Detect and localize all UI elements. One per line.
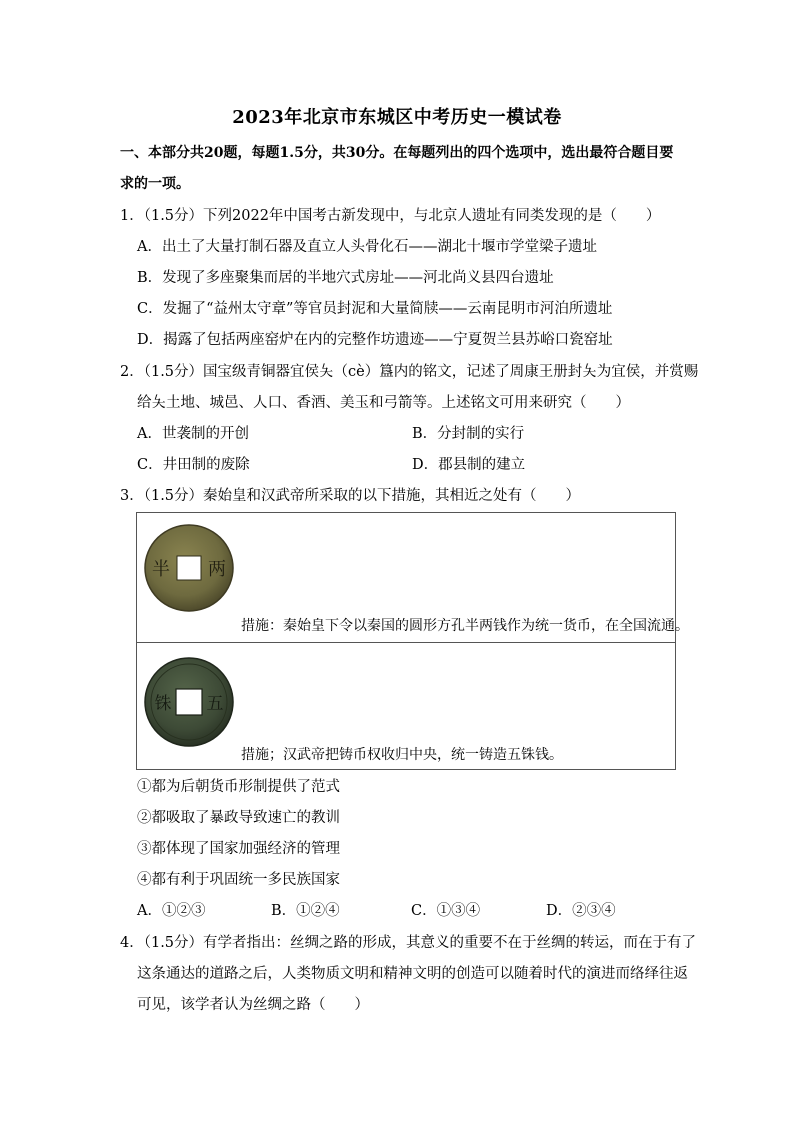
question-3-stem: 3．（1.5分）秦始皇和汉武帝所采取的以下措施，其相近之处有（ ） [120, 488, 581, 504]
question-2-stem-line-1: 2．（1.5分）国宝级青铜器宜侯夨（cè）簋内的铭文，记述了周康王册封夨为宜侯，并赏赐 [120, 364, 699, 380]
coin-char-zhu: 铢 [154, 694, 172, 714]
question-3-option-d: D．②③④ [546, 903, 616, 919]
question-3-item-1: ①都为后朝货币形制提供了范式 [137, 779, 340, 795]
coin-char-ban: 半 [152, 559, 170, 580]
question-2-option-b: B．分封制的实行 [412, 426, 525, 442]
question-1-option-d: D．揭露了包括两座窑炉在内的完整作坊遗迹——宁夏贺兰县苏峪口瓷窑址 [137, 332, 613, 348]
question-3-item-4: ④都有利于巩固统一多民族国家 [137, 872, 340, 888]
question-3-option-b: B．①②④ [271, 903, 340, 919]
question-4-stem-line-2: 这条通达的道路之后，人类物质文明和精神文明的创造可以随着时代的演进而络绎往返 [137, 966, 688, 982]
question-3-item-2: ②都吸取了暴政导致速亡的教训 [137, 810, 340, 826]
question-2-option-c: C．井田制的废除 [137, 457, 250, 473]
coin-char-wu: 五 [206, 694, 224, 714]
question-2-stem-line-2: 给夨土地、城邑、人口、香酒、美玉和弓箭等。上述铭文可用来研究（ ） [137, 395, 630, 411]
question-2-option-d: D．郡县制的建立 [412, 457, 526, 473]
question-2-option-a: A．世袭制的开创 [137, 426, 249, 442]
question-4-stem-line-3: 可见，该学者认为丝绸之路（ ） [137, 997, 369, 1013]
question-1-stem: 1．（1.5分）下列2022年中国考古新发现中，与北京人遗址有同类发现的是（ ） [120, 208, 661, 224]
banliang-coin-image [143, 523, 235, 613]
measure-han-text: 措施；汉武帝把铸币权收归中央，统一铸造五铢钱。 [241, 747, 563, 763]
measures-table [136, 512, 689, 770]
question-3-option-c: C．①③④ [411, 903, 481, 919]
coin-char-liang: 两 [208, 559, 226, 580]
question-1-option-b: B．发现了多座聚集而居的半地穴式房址——河北尚义县四台遗址 [137, 270, 554, 286]
question-3-item-3: ③都体现了国家加强经济的管理 [137, 841, 340, 857]
question-1-option-a: A．出土了大量打制石器及直立人头骨化石——湖北十堰市学堂梁子遗址 [137, 239, 597, 255]
question-4-stem-line-1: 4．（1.5分）有学者指出：丝绸之路的形成，其意义的重要不在于丝绸的转运，而在于有了 [120, 935, 697, 951]
question-1-option-c: C．发掘了“益州太守章”等官员封泥和大量简牍——云南昆明市河泊所遗址 [137, 301, 613, 317]
wuzhu-coin-image [143, 656, 235, 748]
section-instructions-line-1: 一、本部分共20题，每题1.5分，共30分。在每题列出的四个选项中，选出最符合题目要 [120, 145, 674, 161]
question-3-option-a: A．①②③ [137, 903, 206, 919]
measure-row-qin [137, 513, 689, 643]
section-instructions-line-2: 求的一项。 [120, 176, 190, 192]
page-title: 2023年北京市东城区中考历史一模试卷 [232, 107, 562, 128]
measure-qin-text: 措施：秦始皇下令以秦国的圆形方孔半两钱作为统一货币，在全国流通。 [241, 618, 689, 634]
measure-row-han [137, 642, 675, 770]
